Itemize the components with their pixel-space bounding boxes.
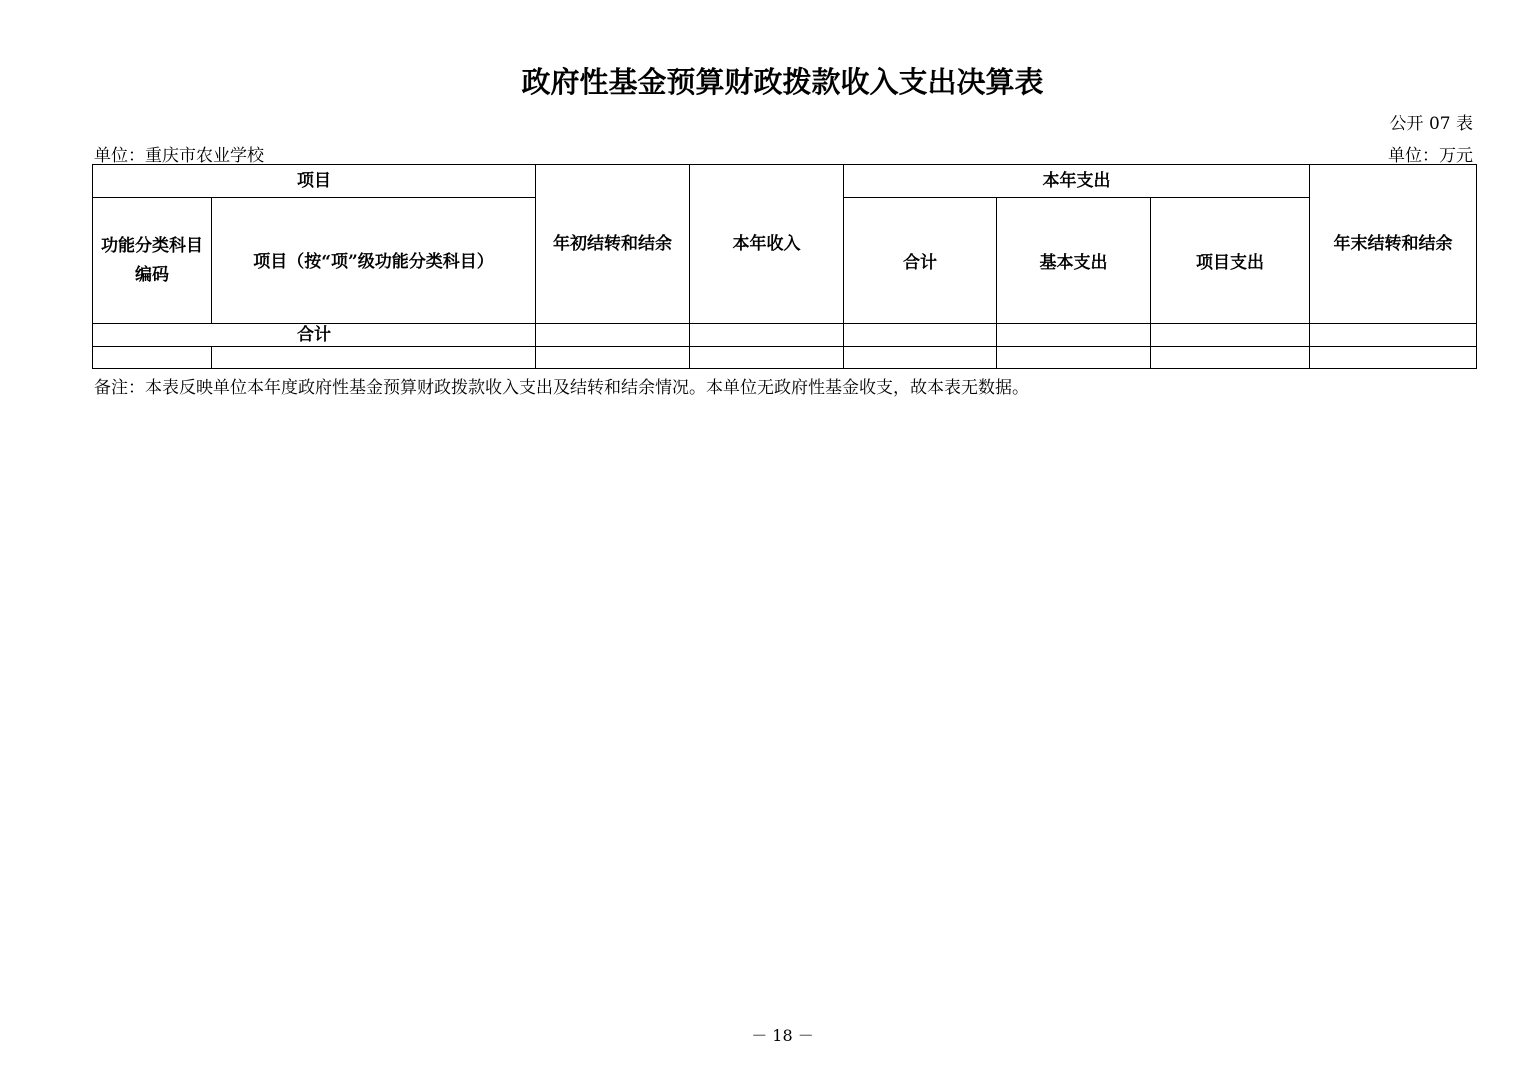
total-cell	[1310, 324, 1477, 347]
table-cell	[844, 347, 997, 369]
unit-currency: 单位：万元	[1388, 146, 1473, 166]
header-row-1	[93, 165, 1477, 198]
header-closing-balance: 年末结转和结余	[1310, 165, 1477, 324]
total-label: 合计	[93, 324, 536, 347]
header-current-income: 本年收入	[690, 165, 844, 324]
header-expense-total: 合计	[844, 198, 997, 324]
header-func-code: 功能分类科目编码	[93, 198, 212, 324]
footnote: 备注：本表反映单位本年度政府性基金预算财政拨款收入支出及结转和结余情况。本单位无政府性基金收支，故本表无数据。	[94, 378, 1029, 398]
header-opening-balance: 年初结转和结余	[536, 165, 690, 324]
form-number: 公开 07 表	[1389, 114, 1473, 134]
table-cell	[536, 347, 690, 369]
table-cell	[690, 347, 844, 369]
header-project: 项目	[93, 165, 536, 198]
total-cell	[1151, 324, 1310, 347]
header-basic-expense: 基本支出	[997, 198, 1151, 324]
total-row	[93, 324, 1477, 347]
table-cell	[1310, 347, 1477, 369]
total-cell	[536, 324, 690, 347]
table-cell	[212, 347, 536, 369]
total-cell	[690, 324, 844, 347]
page-title: 政府性基金预算财政拨款收入支出决算表	[521, 65, 1044, 99]
header-project-expense: 项目支出	[1151, 198, 1310, 324]
table-cell	[1151, 347, 1310, 369]
page-number: － 18 －	[751, 1026, 814, 1045]
total-cell	[844, 324, 997, 347]
unit-organization: 单位：重庆市农业学校	[94, 146, 264, 166]
header-current-expense: 本年支出	[844, 165, 1310, 198]
table-row	[93, 347, 1477, 369]
header-project-item: 项目（按“项”级功能分类科目）	[212, 198, 536, 324]
table-cell	[997, 347, 1151, 369]
total-cell	[997, 324, 1151, 347]
table-cell	[93, 347, 212, 369]
budget-table	[92, 164, 1477, 369]
